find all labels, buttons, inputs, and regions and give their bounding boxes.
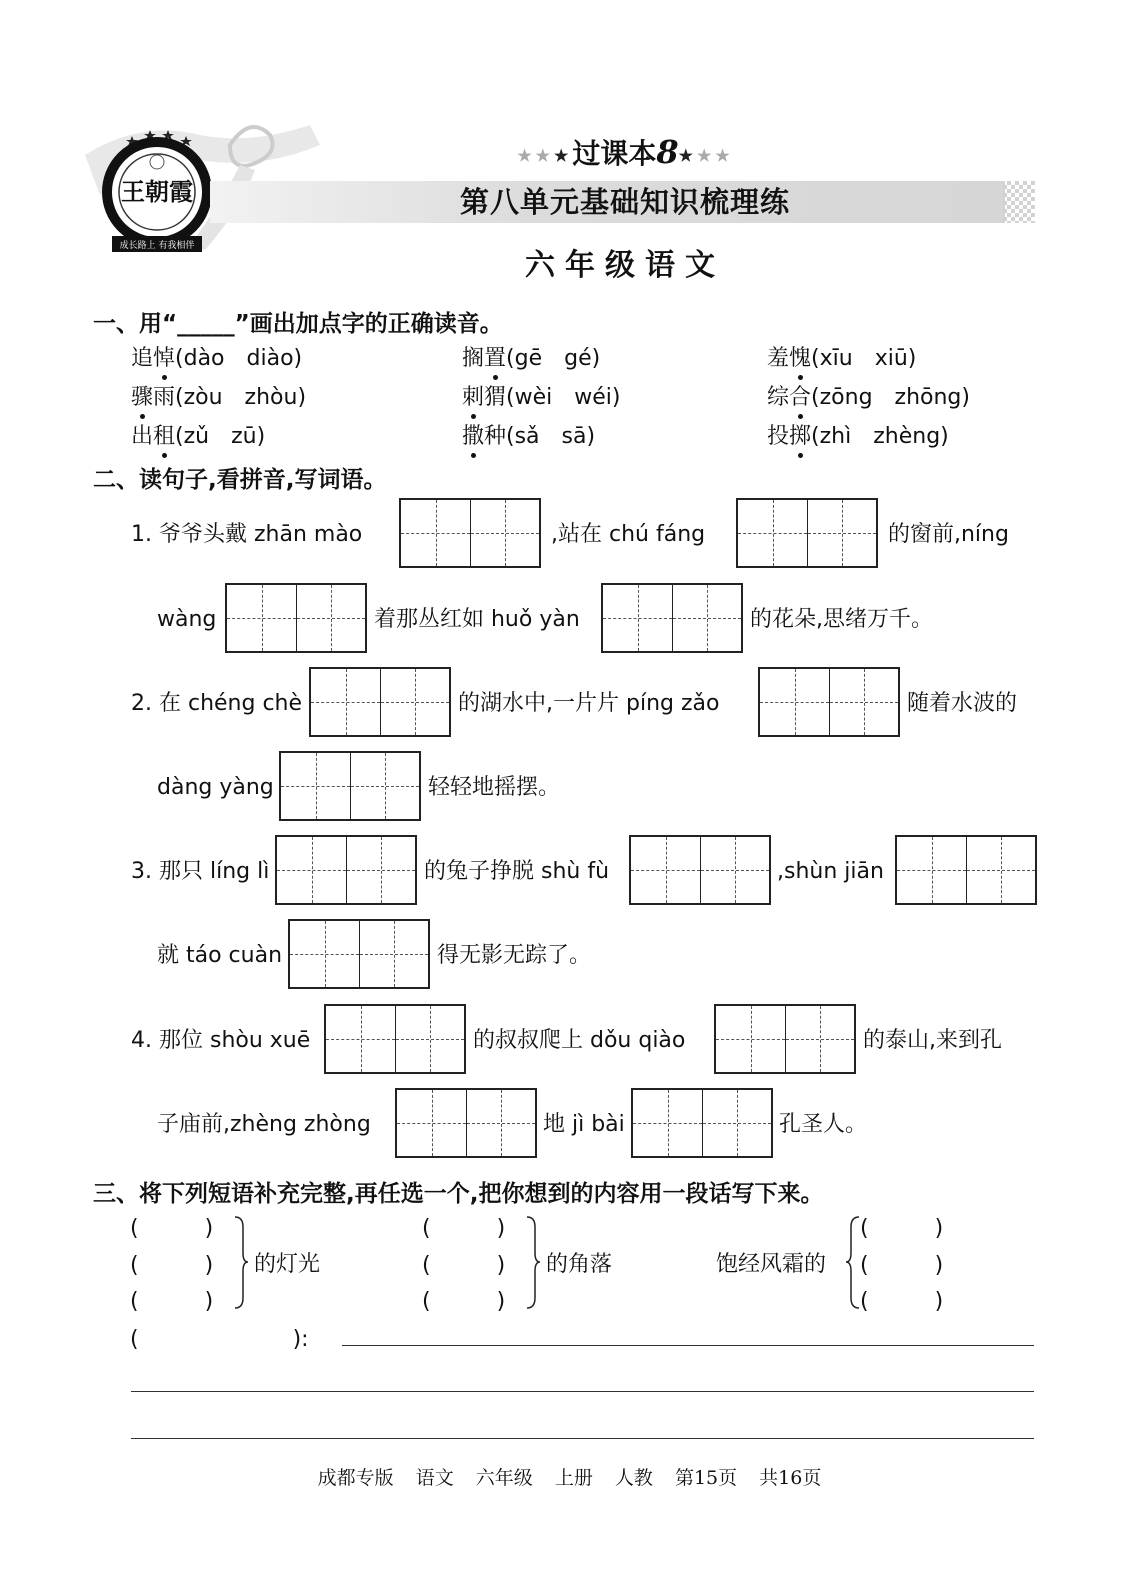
writing-grid[interactable] bbox=[601, 583, 743, 653]
dotted-char: 撒 bbox=[462, 419, 484, 450]
s2-text: 孔圣人。 bbox=[779, 1112, 868, 1137]
s2-text: 地 jì bài bbox=[543, 1112, 625, 1137]
pinyin-options: 雨(zòu zhòu) bbox=[153, 385, 307, 410]
writing-line[interactable] bbox=[131, 1391, 1034, 1392]
s2-text: 就 táo cuàn bbox=[157, 943, 283, 968]
pinyin-options: (xīu xiū) bbox=[811, 346, 917, 371]
s2-text: 子庙前,zhèng zhòng bbox=[157, 1112, 371, 1137]
s2-text: 2. 在 chéng chè bbox=[131, 691, 303, 716]
blank-paren[interactable]: ( ) bbox=[130, 1289, 214, 1314]
writing-grid[interactable] bbox=[399, 498, 541, 568]
section1-heading: 一、用“_____”画出加点字的正确读音。 bbox=[93, 311, 503, 337]
section2-heading: 二、读句子,看拼音,写词语。 bbox=[93, 467, 387, 493]
footer-volume: 上册 bbox=[554, 1467, 593, 1489]
writing-line[interactable] bbox=[131, 1438, 1034, 1439]
writing-grid[interactable] bbox=[895, 835, 1037, 905]
writing-grid[interactable] bbox=[275, 835, 417, 905]
page-title: 第八单元基础知识梳理练 bbox=[459, 185, 790, 219]
pinyin-options: (gē gé) bbox=[506, 346, 601, 371]
s2-text: ,shùn jiān bbox=[777, 859, 884, 884]
writing-grid[interactable] bbox=[309, 667, 451, 737]
reading-item[interactable] bbox=[462, 341, 600, 372]
footer-publisher: 人教 bbox=[614, 1467, 653, 1489]
writing-grid[interactable] bbox=[714, 1004, 856, 1074]
footer-subject: 语文 bbox=[415, 1467, 454, 1489]
pinyin-options: (zōng zhōng) bbox=[811, 385, 970, 410]
s2-text: 随着水波的 bbox=[907, 691, 1018, 716]
reading-item[interactable] bbox=[131, 419, 265, 450]
reading-item[interactable] bbox=[767, 419, 949, 450]
item-char: 搁 bbox=[462, 346, 485, 371]
pinyin-options: (dào diào) bbox=[175, 346, 303, 371]
kicker: ★★★过课本8★★★ bbox=[517, 133, 734, 171]
writing-grid[interactable] bbox=[324, 1004, 466, 1074]
pinyin-options: (zhì zhèng) bbox=[811, 424, 949, 449]
footer-page: 第15页 bbox=[674, 1467, 738, 1489]
blank-paren[interactable]: ( ) bbox=[422, 1216, 506, 1241]
svg-text:王朝霞: 王朝霞 bbox=[121, 177, 193, 206]
s2-text: wàng bbox=[157, 607, 217, 632]
blank-paren[interactable]: ( ) bbox=[422, 1253, 506, 1278]
blank-paren[interactable]: ( ) bbox=[860, 1289, 944, 1314]
writing-grid[interactable] bbox=[225, 583, 367, 653]
s2-text: 的叔叔爬上 dǒu qiào bbox=[473, 1028, 686, 1053]
writing-grid[interactable] bbox=[279, 751, 421, 821]
s2-text: 的花朵,思绪万千。 bbox=[750, 607, 933, 632]
item-char: 追 bbox=[131, 346, 154, 371]
phrase-weathered: 饱经风霜的 bbox=[716, 1252, 827, 1277]
reading-item[interactable] bbox=[462, 419, 595, 450]
s2-text: 4. 那位 shòu xuē bbox=[131, 1028, 311, 1053]
reading-item[interactable] bbox=[767, 380, 970, 411]
blank-paren[interactable]: ( ) bbox=[860, 1253, 944, 1278]
writing-line[interactable] bbox=[342, 1345, 1034, 1346]
s2-text: dàng yàng bbox=[157, 775, 274, 800]
dotted-char: 掷 bbox=[789, 419, 811, 450]
dotted-char: 合 bbox=[789, 380, 811, 411]
item-char: 投 bbox=[767, 424, 790, 449]
dotted-char: 刺 bbox=[462, 380, 484, 411]
pinyin-options: 种(sǎ sā) bbox=[484, 424, 596, 449]
writing-grid[interactable] bbox=[736, 498, 878, 568]
phrase-corner: 的角落 bbox=[546, 1252, 613, 1277]
pinyin-options: 猬(wèi wéi) bbox=[484, 385, 621, 410]
dotted-char: 置 bbox=[484, 341, 506, 372]
dotted-char: 租 bbox=[153, 419, 175, 450]
section3-heading: 三、将下列短语补充完整,再任选一个,把你想到的内容用一段话写下来。 bbox=[93, 1181, 824, 1207]
s2-text: 得无影无踪了。 bbox=[437, 943, 592, 968]
item-char: 羞 bbox=[767, 346, 790, 371]
page-subtitle: 六年级语文 bbox=[525, 248, 725, 283]
dotted-char: 骤 bbox=[131, 380, 153, 411]
footer bbox=[0, 1463, 1139, 1490]
writing-grid[interactable] bbox=[631, 1088, 773, 1158]
phrase-light: 的灯光 bbox=[254, 1252, 321, 1277]
left-brace-icon bbox=[845, 1215, 861, 1310]
s2-text: ,站在 chú fáng bbox=[551, 522, 706, 547]
s2-text: 轻轻地摇摆。 bbox=[428, 775, 561, 800]
answer-label[interactable]: ( ): bbox=[130, 1327, 309, 1352]
s2-text: 1. 爷爷头戴 zhān mào bbox=[131, 522, 363, 547]
blank-paren[interactable]: ( ) bbox=[130, 1253, 214, 1278]
reading-item[interactable] bbox=[767, 341, 916, 372]
s2-text: 的兔子挣脱 shù fù bbox=[424, 859, 610, 884]
svg-text:成长路上 有我相伴: 成长路上 有我相伴 bbox=[119, 241, 195, 251]
s2-text: 着那丛红如 huǒ yàn bbox=[374, 607, 580, 632]
right-brace-icon bbox=[525, 1215, 541, 1310]
blank-paren[interactable]: ( ) bbox=[130, 1216, 214, 1241]
pinyin-options: (zǔ zū) bbox=[175, 424, 266, 449]
writing-grid[interactable] bbox=[395, 1088, 537, 1158]
item-char: 出 bbox=[131, 424, 154, 449]
footer-total: 共16页 bbox=[759, 1467, 822, 1489]
s2-text: 的泰山,来到孔 bbox=[863, 1028, 1002, 1053]
writing-grid[interactable] bbox=[758, 667, 900, 737]
writing-grid[interactable] bbox=[629, 835, 771, 905]
reading-item[interactable] bbox=[462, 380, 620, 411]
dotted-char: 愧 bbox=[789, 341, 811, 372]
s2-text: 的窗前,níng bbox=[888, 522, 1009, 547]
blank-paren[interactable]: ( ) bbox=[422, 1289, 506, 1314]
footer-edition: 成都专版 bbox=[317, 1467, 394, 1489]
logo-seal bbox=[98, 128, 216, 258]
item-char: 综 bbox=[767, 385, 790, 410]
s2-text: 3. 那只 líng lì bbox=[131, 859, 270, 884]
footer-grade: 六年级 bbox=[475, 1467, 533, 1489]
reading-item[interactable] bbox=[131, 380, 306, 411]
dotted-char: 悼 bbox=[153, 341, 175, 372]
writing-grid[interactable] bbox=[288, 919, 430, 989]
blank-paren[interactable]: ( ) bbox=[860, 1216, 944, 1241]
right-brace-icon bbox=[233, 1215, 249, 1310]
s2-text: 的湖水中,一片片 píng zǎo bbox=[458, 691, 720, 716]
reading-item[interactable] bbox=[131, 341, 302, 372]
